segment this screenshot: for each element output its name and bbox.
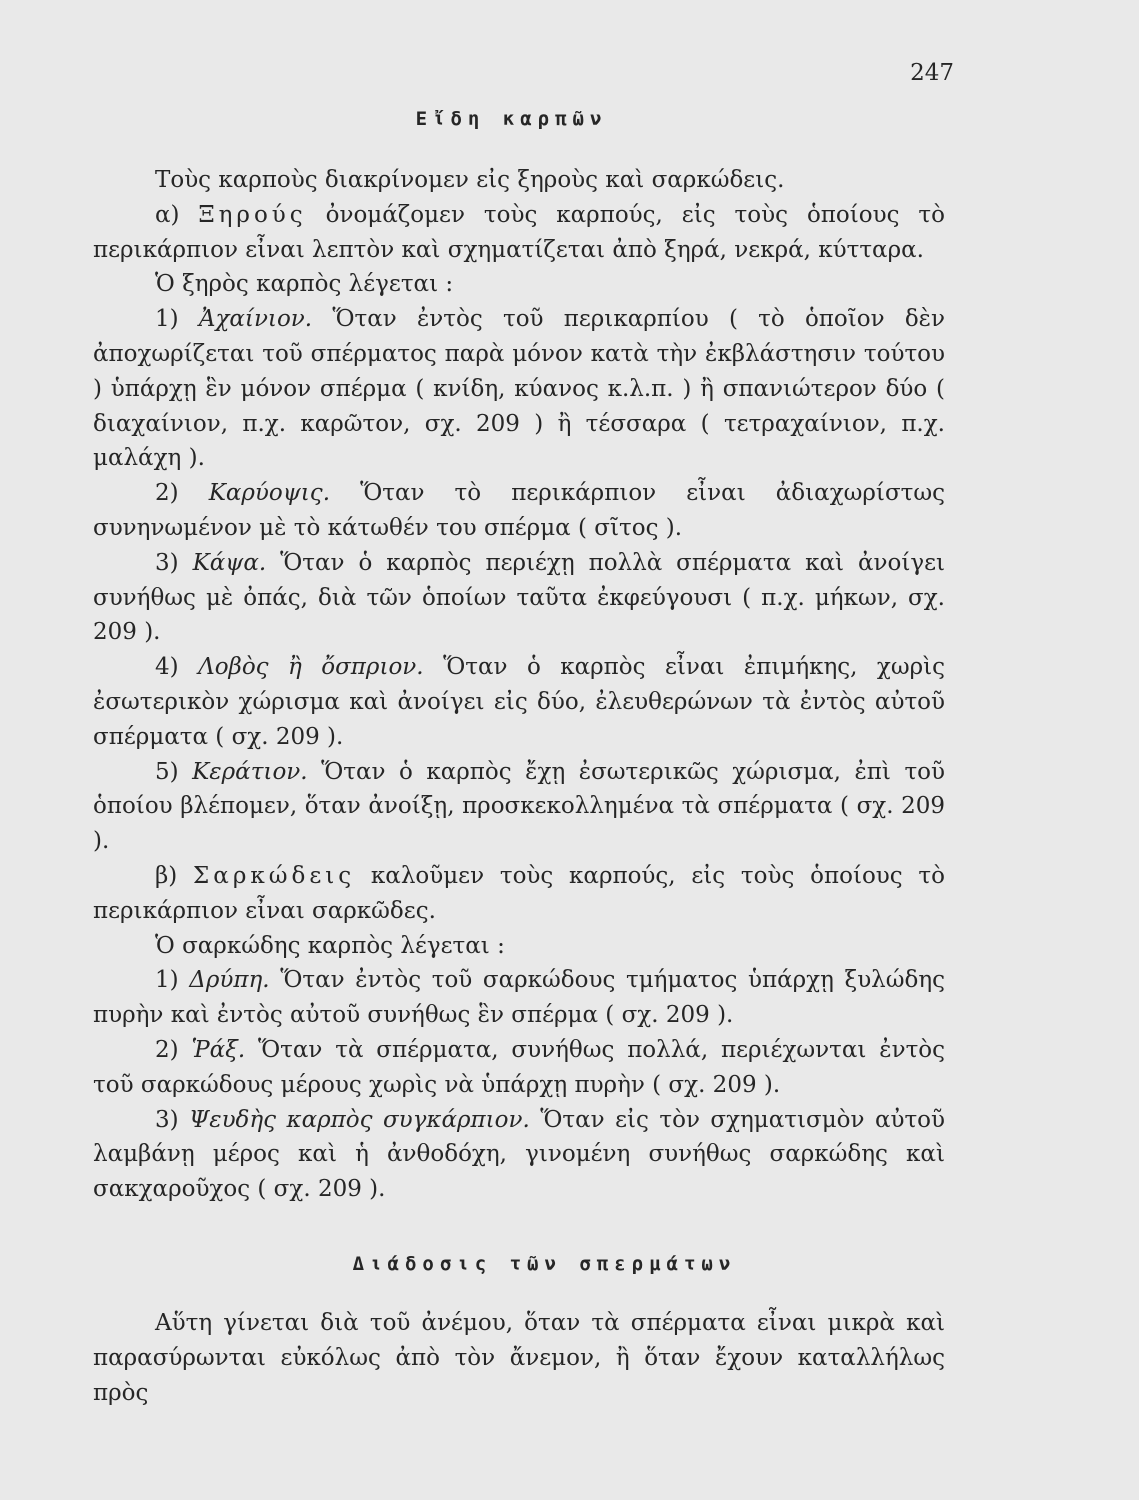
fleshy-marker: β) xyxy=(155,862,178,889)
item-text: Ὅταν εἰς τὸν σχηματισμὸν αὐτοῦ λαμβάνῃ μέρος καὶ ἡ ἀνθοδόχη, γινομένη συνήθως σαρκώδης καὶ σακχαροῦχος ( σχ. 209 ). xyxy=(93,1106,946,1203)
item-number: 3) xyxy=(155,549,179,576)
item-text: Ὅταν ἐντὸς τοῦ σαρκώδους τμήματος ὑπάρχῃ ξυλώδης πυρὴν καὶ ἐντὸς αὐτοῦ συνήθως ἓν σπέρμα ( σχ. 209 ). xyxy=(93,967,946,1029)
item-title: Λοβὸς ἢ ὄσπριον. xyxy=(198,654,424,681)
item-number: 4) xyxy=(155,654,179,681)
item-title: Ῥάξ. xyxy=(191,1036,246,1063)
item-number: 2) xyxy=(155,480,179,507)
fruit-types-body xyxy=(93,163,945,1207)
dry-called-line: Ὁ ξηρὸς καρπὸς λέγεται : xyxy=(155,271,454,298)
item-text: Ὅταν ὁ καρπὸς περιέχῃ πολλὰ σπέρματα καὶ ἀνοίγει συνήθως μὲ ὀπάς, διὰ τῶν ὁποίων ταῦτα ἐκφεύγουσι ( π.χ. μήκων, σχ. 209 ). xyxy=(93,549,946,646)
item-text: Ὅταν τὸ περικάρπιον εἶναι ἀδιαχωρίστως συνηνωμένον μὲ τὸ κάτωθέν του σπέρμα ( σῖτος ). xyxy=(93,480,946,541)
item-text: Ὅταν ὁ καρπὸς ἔχῃ ἐσωτερικῶς χώρισμα, ἐπὶ τοῦ ὁποίου βλέπομεν, ὅταν ἀνοίξῃ, προσκεκολλημένα τὰ σπέρματα ( σχ. 209 ). xyxy=(93,758,945,855)
item-text: Ὅταν τὰ σπέρματα, συνήθως πολλά, περιέχωνται ἐντὸς τοῦ σαρκώδους μέρους χωρὶς νὰ ὑπάρχῃ πυρὴν ( σχ. 209 ). xyxy=(93,1036,946,1098)
list-item xyxy=(93,302,945,476)
item-text: Ὅταν ἐντὸς τοῦ περικαρπίου ( τὸ ὁποῖον δὲν ἀποχωρίζεται τοῦ σπέρματος παρὰ μόνον κατὰ τὴν ἐκβλάστησιν τούτου ) ὑπάρχῃ ἓν μόνον σπέρμα ( κνίδη, κύανος κ.λ.π. ) ἢ σπανιώτερον δύο ( διαχαίνιον, π.χ. καρῶτον, σχ. 209 ) ἢ τέσσαρα ( τετραχαίνιον, π.χ. μαλάχη ). xyxy=(93,306,945,472)
seed-dispersal-paragraph: Αὕτη γίνεται διὰ τοῦ ἀνέμου, ὅταν τὰ σπέρματα εἶναι μικρὰ καὶ παρασύρωνται εὐκόλως ἀπὸ τὸν ἄνεμον, ἢ ὅταν ἔχουν καταλλήλως πρὸς xyxy=(93,1310,945,1406)
list-item xyxy=(93,755,945,859)
item-number: 1) xyxy=(155,306,179,333)
item-title: Κεράτιον. xyxy=(192,758,308,785)
page-number: 247 xyxy=(910,60,954,86)
dry-definition: ὀνομάζομεν τοὺς καρπούς, εἰς τοὺς ὁποίους τὸ περικάρπιον εἶναι λεπτὸν καὶ σχηματίζεται ἀπὸ ξηρά, νεκρά, κύτταρα. xyxy=(93,201,945,263)
item-number: 5) xyxy=(155,758,179,785)
list-item xyxy=(93,1033,945,1103)
section-heading-seed-dispersal: Διάδοσις τῶν σπερμάτων xyxy=(352,1253,737,1275)
list-item xyxy=(93,650,945,754)
intro-paragraph: Τοὺς καρποὺς διακρίνομεν εἰς ξηροὺς καὶ σαρκώδεις. xyxy=(155,167,785,193)
fleshy-definition: καλοῦμεν τοὺς καρπούς, εἰς τοὺς ὁποίους τὸ περικάρπιον εἶναι σαρκῶδες. xyxy=(93,862,946,924)
list-item xyxy=(93,546,945,650)
list-item xyxy=(93,1103,945,1207)
seed-dispersal-body xyxy=(93,1306,945,1410)
list-item xyxy=(93,476,945,546)
fleshy-called-line: Ὁ σαρκώδης καρπὸς λέγεται : xyxy=(155,932,505,959)
section-heading-fruit-types: Εἴδη καρπῶν xyxy=(415,108,608,130)
item-title: Καρύοψις. xyxy=(208,480,330,507)
dry-term: Ξηρούς xyxy=(198,201,307,228)
dry-fruits-paragraph xyxy=(93,198,945,268)
fleshy-term: Σαρκώδεις xyxy=(193,862,356,889)
item-text: Ὅταν ὁ καρπὸς εἶναι ἐπιμήκης, χωρὶς ἐσωτερικὸν χώρισμα καὶ ἀνοίγει εἰς δύο, ἐλευθερώνων τὰ ἐντὸς αὐτοῦ σπέρματα ( σχ. 209 ). xyxy=(93,654,946,750)
item-title: Δρύπη. xyxy=(189,967,270,994)
fleshy-fruits-paragraph xyxy=(93,859,945,929)
item-number: 1) xyxy=(155,967,179,994)
item-title: Ἀχαίνιον. xyxy=(198,306,313,333)
item-title: Κάψα. xyxy=(192,549,267,576)
item-title: Ψευδὴς καρπὸς συγκάρπιον. xyxy=(189,1106,530,1133)
dry-marker: α) xyxy=(155,201,180,228)
list-item xyxy=(93,963,945,1033)
item-number: 3) xyxy=(155,1106,179,1133)
item-number: 2) xyxy=(155,1036,179,1063)
